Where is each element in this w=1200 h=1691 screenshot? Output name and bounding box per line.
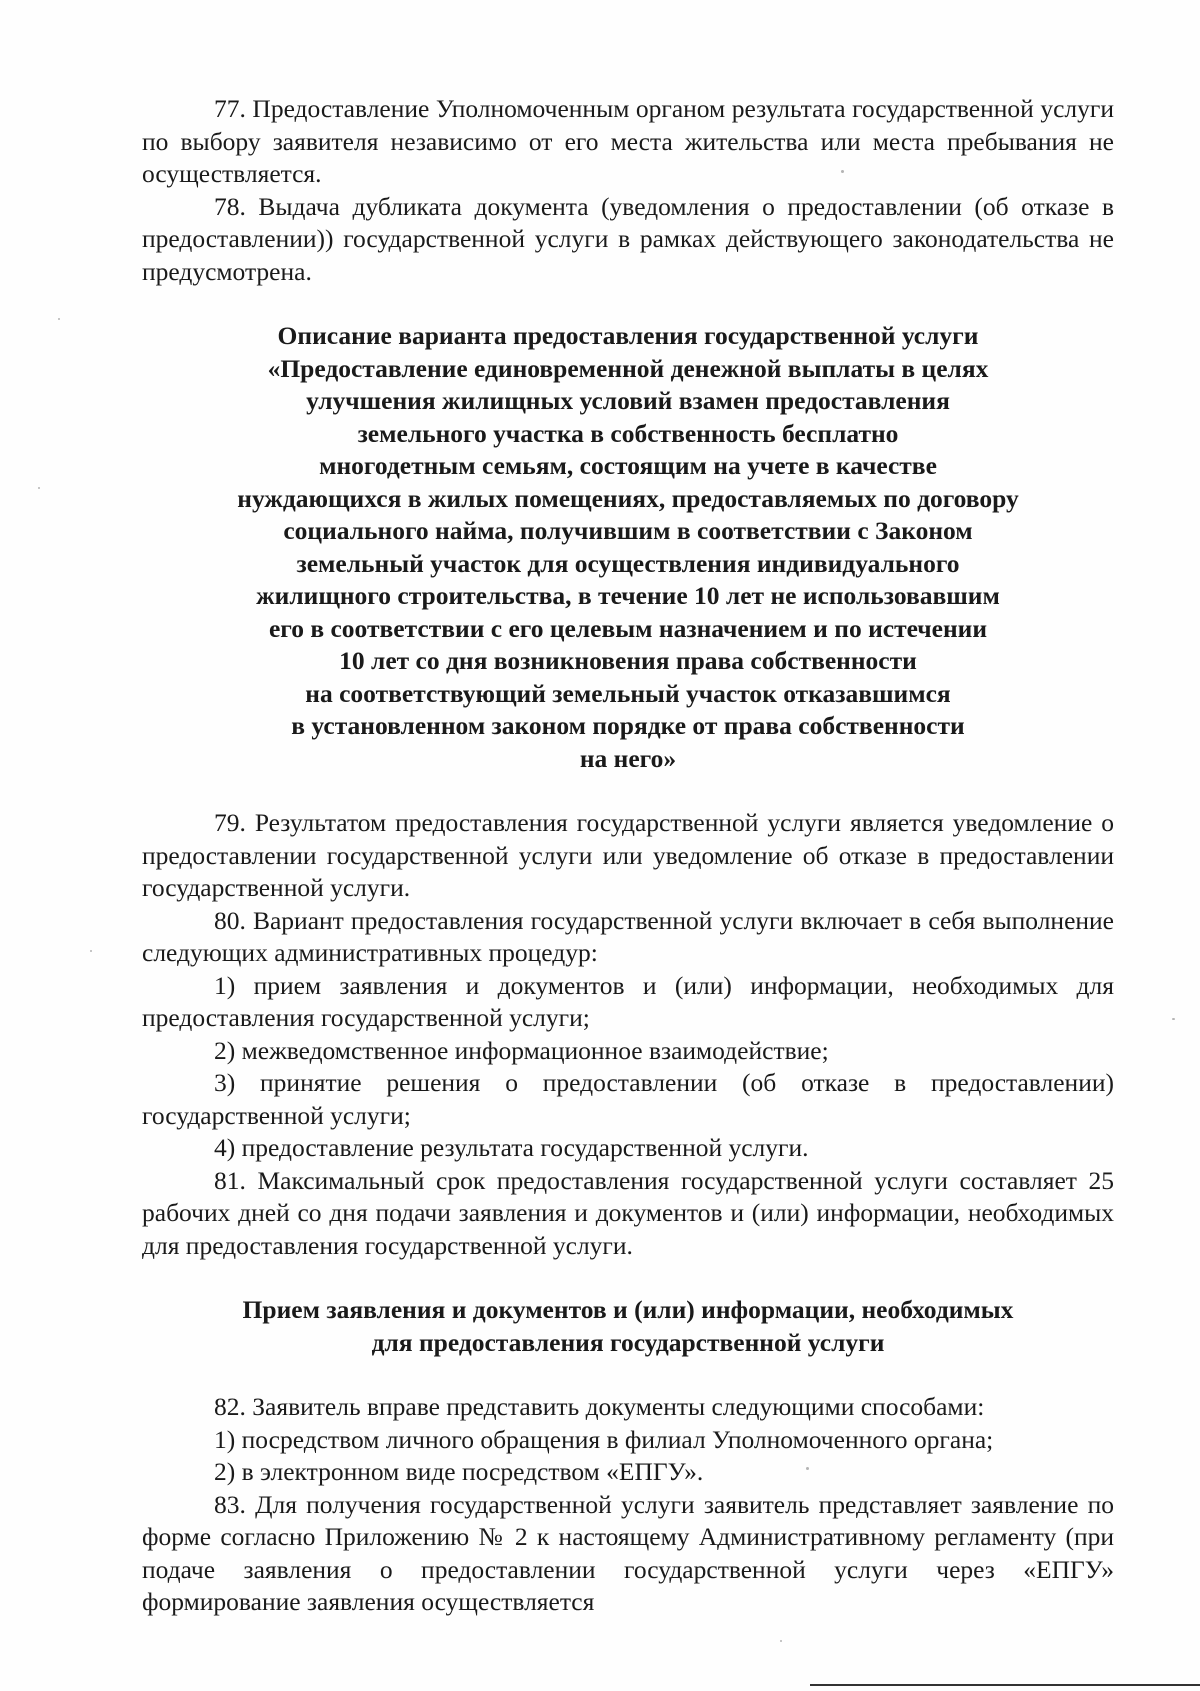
- scan-speck: [780, 1640, 782, 1642]
- heading-line: земельного участка в собственность бесплатно: [357, 418, 899, 448]
- scan-speck: [1172, 1018, 1175, 1020]
- paragraph-77: 77. Предоставление Уполномоченным органом результата государственной услуги по выбору заявителя независимо от его места жительства или места пребывания не осуществляется.: [142, 94, 1114, 188]
- page-bottom-edge: [810, 1684, 1200, 1686]
- list-item-method-1: 1) посредством личного обращения в филиал Уполномоченного органа;: [214, 1424, 994, 1454]
- heading-line: 10 лет со дня возникновения права собственности: [339, 646, 917, 675]
- paragraph-79: 79. Результатом предоставления государственной услуги является уведомление о предоставлении государственной услуги или уведомление об отказе в предоставлении государственной услуги.: [142, 808, 1114, 902]
- heading-line: жилищного строительства, в течение 10 лет не использовавшим: [256, 581, 1000, 610]
- heading-line: многодетным семьям, состоящим на учете в качестве: [319, 451, 937, 480]
- heading-line: нуждающихся в жилых помещениях, предоставляемых по договору: [237, 483, 1019, 513]
- scan-speck: [841, 170, 844, 173]
- heading-line: социального найма, получившим в соответствии с Законом: [283, 516, 973, 545]
- heading-line: земельный участок для осуществления индивидуального: [296, 548, 960, 578]
- scan-speck: [806, 1467, 809, 1470]
- paragraph-78: 78. Выдача дубликата документа (уведомления о предоставлении (об отказе в предоставлении)) государственной услуги в рамках действующего законодательства не предусмотрена.: [142, 191, 1114, 286]
- list-item-procedure-3: 3) принятие решения о предоставлении (об отказе в предоставлении) государственной услуги;: [142, 1068, 1114, 1130]
- heading-line: «Предоставление единовременной денежной выплаты в целях: [267, 353, 989, 383]
- list-item-procedure-4: 4) предоставление результата государственной услуги.: [214, 1133, 809, 1162]
- list-item-method-2: 2) в электронном виде посредством «ЕПГУ».: [214, 1457, 704, 1486]
- scan-speck: [58, 318, 60, 320]
- heading-line: в установленном законом порядке от права собственности: [291, 711, 965, 740]
- paragraph-83: 83. Для получения государственной услуги заявитель представляет заявление по форме согласно Приложению № 2 к настоящему Административному регламенту (при подаче заявления о предоставлении государственной услуги через «ЕПГУ» формирование заявления осуществляется: [142, 1489, 1114, 1616]
- heading-line: Описание варианта предоставления государственной услуги: [277, 321, 979, 350]
- document-body: [142, 93, 1114, 1619]
- paragraph-82: 82. Заявитель вправе представить документы следующими способами:: [214, 1392, 985, 1421]
- list-item-procedure-1: 1) прием заявления и документов и (или) информации, необходимых для предоставления государственной услуги;: [142, 970, 1114, 1032]
- heading-line: на соответствующий земельный участок отказавшимся: [305, 678, 951, 708]
- heading-line: на него»: [579, 743, 677, 773]
- section-heading-variant-description: [188, 320, 1068, 775]
- list-item-procedure-2: 2) межведомственное информационное взаимодействие;: [214, 1035, 829, 1065]
- scan-speck: [90, 950, 92, 952]
- heading-line: Прием заявления и документов и (или) информации, необходимых: [242, 1295, 1014, 1324]
- scan-speck: [38, 487, 40, 489]
- heading-line: для предоставления государственной услуги: [371, 1327, 885, 1357]
- heading-line: его в соответствии с его целевым назначением и по истечении: [268, 613, 988, 643]
- section-heading-application-intake: [188, 1294, 1068, 1359]
- heading-line: улучшения жилищных условий взамен предоставления: [306, 386, 950, 415]
- paragraph-80: 80. Вариант предоставления государственной услуги включает в себя выполнение следующих административных процедур:: [142, 905, 1114, 967]
- paragraph-81: 81. Максимальный срок предоставления государственной услуги составляет 25 рабочих дней со дня подачи заявления и документов и (или) информации, необходимых для предоставления государственной услуги.: [142, 1165, 1114, 1260]
